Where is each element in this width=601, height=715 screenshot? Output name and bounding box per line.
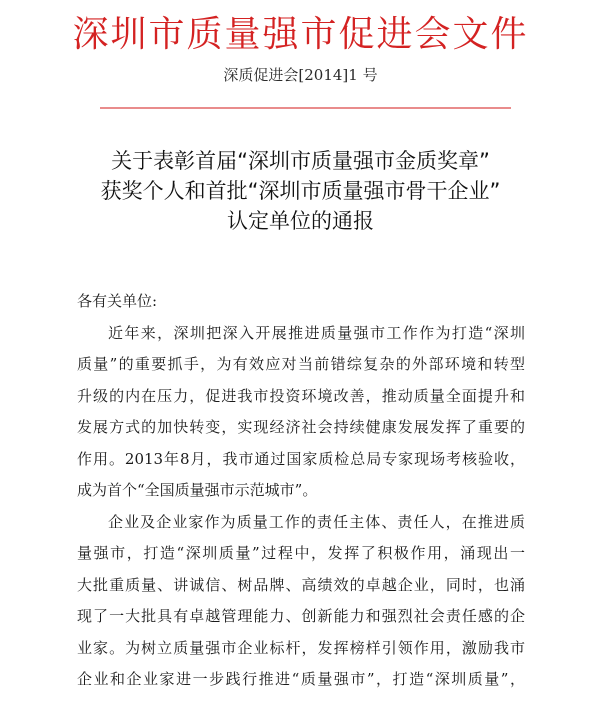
notice-title-line: 关于表彰首届“深圳市质量强市金质奖章” [111,149,490,173]
body-line: 作用。2013年8月，我市通过国家质检总局专家现场考核验收， [77,449,525,468]
body-line: 成为首个“全国质量强市示范城市”。 [77,481,318,499]
body-line: 近年来，深圳把深入开展推进质量强市工作作为打造“深圳 [108,323,525,342]
notice-title [60,146,541,236]
body-line: 大批重质量、讲诚信、树品牌、高绩效的卓越企业，同时，也涌 [77,575,525,594]
notice-title-line: 获奖个人和首批“深圳市质量强市骨干企业” [100,179,501,203]
body-line: 升级的内在压力，促进我市投资环境改善，推动质量全面提升和 [77,386,525,405]
salutation: 各有关单位: [77,292,158,310]
document-number: 深质促进会[2014]1 号 [223,66,378,84]
notice-body [77,286,525,696]
red-divider-line [100,107,511,109]
body-line: 企业和企业家进一步践行推进“质量强市”，打造“深圳质量”， [77,670,525,688]
notice-title-line: 认定单位的通报 [227,209,374,233]
body-line: 业家。为树立质量强市企业标杆，发挥榜样引领作用，激励我市 [77,638,525,657]
body-line: 企业及企业家作为质量工作的责任主体、责任人，在推进质 [108,512,525,531]
body-line: 发展方式的加快转变，实现经济社会持续健康发展发挥了重要的 [77,418,525,436]
body-line: 现了一大批具有卓越管理能力、创新能力和强烈社会责任感的企 [77,607,525,625]
body-line: 量强市，打造“深圳质量”过程中，发挥了积极作用，涌现出一 [77,544,525,562]
issuing-org-title: 深圳市质量强市促进会文件 [72,14,529,55]
body-line: 质量”的重要抓手，为有效应对当前错综复杂的外部环境和转型 [77,355,525,373]
